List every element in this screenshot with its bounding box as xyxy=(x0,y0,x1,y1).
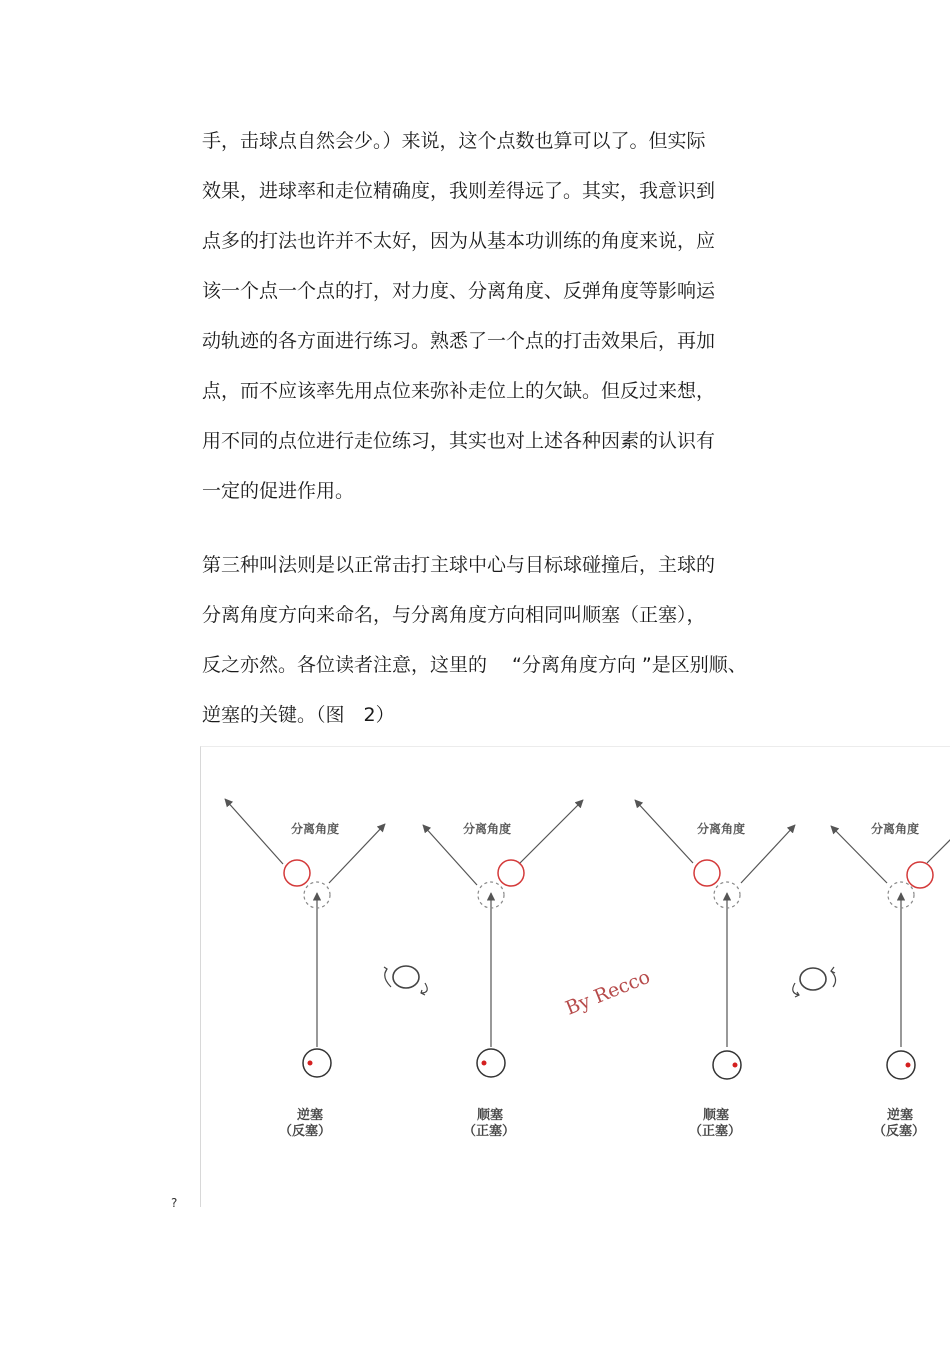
cue-ball xyxy=(887,1051,915,1079)
spin-icon xyxy=(384,966,427,995)
text-line: 效果，进球率和走位精确度，我则差得远了。其实，我意识到 xyxy=(202,180,716,202)
panel-label-bottom: （反塞） xyxy=(279,1124,332,1139)
watermark: By Recco xyxy=(562,965,654,1020)
text-line: 一定的促进作用。 xyxy=(202,480,355,502)
cue-dot xyxy=(906,1063,911,1068)
cue-dot xyxy=(733,1063,738,1068)
stray-question-mark: ? xyxy=(171,1196,178,1210)
object-ball-path xyxy=(225,799,283,864)
panel-label-bottom: （正塞） xyxy=(689,1124,742,1139)
panel-label-top: 逆塞 xyxy=(887,1108,914,1123)
panel-2 xyxy=(423,800,583,1139)
text-line: 手，击球点自然会少。）来说，这个点数也算可以了。但实际 xyxy=(202,130,706,152)
angle-label: 分离角度 xyxy=(871,822,920,836)
panel-label-top: 顺塞 xyxy=(703,1108,730,1123)
panel-4 xyxy=(831,821,950,1139)
text-line: 点，而不应该率先用点位来弥补走位上的欠缺。但反过来想， xyxy=(202,380,716,402)
text-line: 第三种叫法则是以正常击打主球中心与目标球碰撞后，主球的 xyxy=(202,554,716,576)
angle-label: 分离角度 xyxy=(463,822,512,836)
text-line: 该一个点一个点的打，对力度、分离角度、反弹角度等影响运 xyxy=(202,280,716,302)
text-line: 动轨迹的各方面进行练习。熟悉了一个点的打击效果后，再加 xyxy=(202,330,716,352)
object-ball-path xyxy=(519,800,583,864)
text-line: 反之亦然。各位读者注意，这里的 “分离角度方向 ”是区别顺、 xyxy=(202,654,747,676)
figure-2 xyxy=(200,746,950,1207)
panel-label-bottom: （正塞） xyxy=(463,1124,516,1139)
text-line: 逆塞的关键。（图 2） xyxy=(202,704,395,726)
text-line: 点多的打法也许并不太好，因为从基本功训练的角度来说，应 xyxy=(202,230,716,252)
angle-label: 分离角度 xyxy=(291,822,340,836)
object-ball xyxy=(907,862,933,888)
cue-dot xyxy=(482,1061,487,1066)
cue-ball-deflect-path xyxy=(741,825,795,883)
text-line: 分离角度方向来命名，与分离角度方向相同叫顺塞（正塞）， xyxy=(202,604,706,626)
cue-ball xyxy=(477,1049,505,1077)
figure-svg xyxy=(201,747,950,1207)
panel-label-bottom: （反塞） xyxy=(873,1124,926,1139)
object-ball xyxy=(284,860,310,886)
text-line: 用不同的点位进行走位练习，其实也对上述各种因素的认识有 xyxy=(202,430,716,452)
object-ball-path xyxy=(635,800,693,863)
panel-label-top: 逆塞 xyxy=(297,1108,324,1123)
object-ball-path xyxy=(927,837,950,863)
panel-3 xyxy=(635,800,795,1139)
panel-1 xyxy=(225,799,385,1139)
object-ball xyxy=(694,860,720,886)
angle-label: 分离角度 xyxy=(697,822,746,836)
object-ball xyxy=(498,860,524,886)
spin-icon xyxy=(793,967,836,997)
cue-dot xyxy=(308,1061,313,1066)
cue-ball xyxy=(303,1049,331,1077)
panel-label-top: 顺塞 xyxy=(477,1108,504,1123)
